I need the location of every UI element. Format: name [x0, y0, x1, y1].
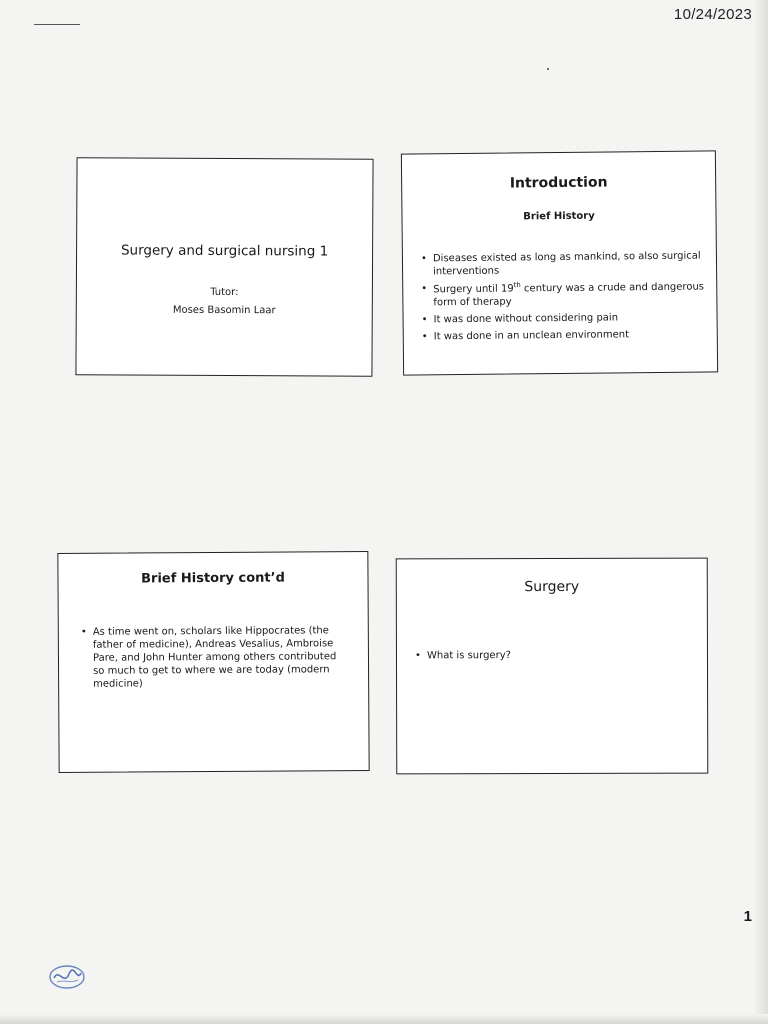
- bullet-text: It was done without considering pain: [433, 312, 619, 326]
- print-date: 10/24/2023: [673, 6, 752, 23]
- bullet-item: [421, 249, 704, 278]
- bullet-text: It was done in an unclean environment: [433, 329, 630, 343]
- tutor-label: Tutor:: [210, 286, 239, 299]
- slide-4-bullet-list: [415, 649, 689, 663]
- page-edge-shadow: [754, 0, 768, 1024]
- bullet-dot: •: [421, 331, 428, 343]
- slide-2-heading: Introduction: [509, 174, 608, 192]
- bullet-dot: •: [420, 253, 427, 265]
- bullet-item: [81, 624, 350, 691]
- slide-2-bullet-list: [421, 249, 705, 347]
- bullet-item: [422, 311, 705, 327]
- bullet-text: Surgery until 19th century was a crude and dangerous form of therapy: [433, 281, 705, 309]
- bullet-dot: •: [421, 283, 428, 295]
- page-bottom-shadow: [0, 1014, 768, 1024]
- blue-ink-stamp-icon: [46, 962, 88, 992]
- slide-3-bullet-list: [81, 624, 350, 691]
- page-number: 1: [743, 908, 752, 925]
- bullet-text: Diseases existed as long as mankind, so also surgical interventions: [432, 250, 701, 278]
- bullet-dot: •: [80, 626, 87, 638]
- bullet-text: As time went on, scholars like Hippocrates (the father of medicine), Andreas Vesalius, Ambroise Pare, and John Hunter among others contributed so much to get to where we are today (modern medicine): [92, 625, 337, 690]
- slide-1-title: Surgery and surgical nursing 1: [120, 242, 329, 260]
- slide-introduction: [401, 150, 718, 375]
- slide-surgery: [396, 558, 709, 775]
- paper-speck: [547, 68, 549, 70]
- slide-4-heading: Surgery: [524, 578, 580, 596]
- pen-mark: [34, 24, 80, 25]
- slide-title: [75, 157, 373, 377]
- slide-2-subheading: Brief History: [523, 210, 595, 223]
- bullet-item: [421, 279, 704, 309]
- slide-3-heading: Brief History cont’d: [141, 570, 285, 587]
- bullet-item: [415, 649, 689, 663]
- bullet-text: What is surgery?: [426, 650, 511, 662]
- bullet-dot: •: [421, 314, 428, 326]
- bullet-dot: •: [414, 650, 421, 662]
- bullet-item: [422, 328, 705, 344]
- tutor-name: Moses Basomin Laar: [172, 304, 276, 317]
- slide-brief-history-contd: [57, 551, 369, 773]
